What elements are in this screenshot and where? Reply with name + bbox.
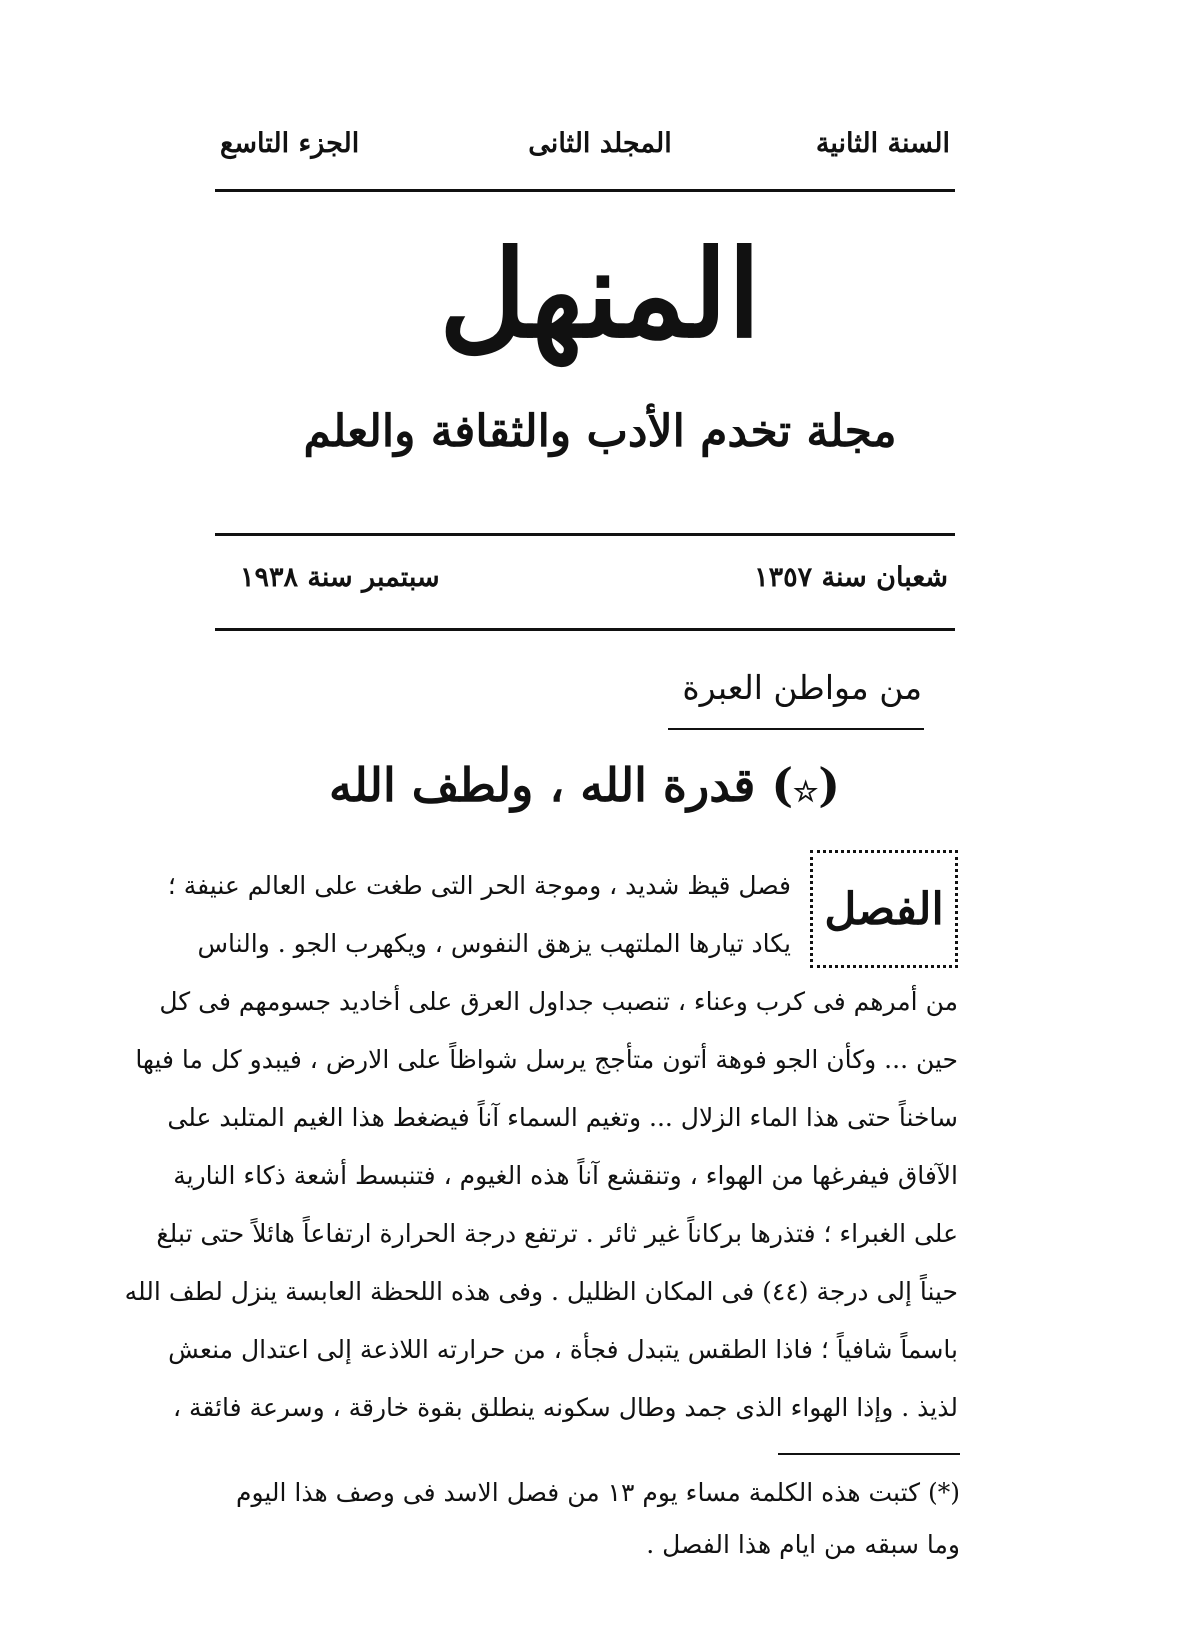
hijri-date: شعبان سنة ١٣٥٧ [754, 562, 948, 593]
footnote-line-1: (*) كتبت هذه الكلمة مساء يوم ١٣ من فصل الاسد فى وصف هذا اليوم [235, 1478, 960, 1507]
article-title-text: قدرة الله ، ولطف الله [329, 758, 756, 812]
body-line-1: فصل قيظ شديد ، وموجة الحر التى طغت على العالم عنيفة ؛ [167, 871, 791, 900]
body-line-5: ساخناً حتى هذا الماء الزلال ... وتغيم السماء آناً فيضغط هذا الغيم المتلبد على [167, 1103, 958, 1132]
date-rule-top [215, 533, 955, 536]
body-line-2: يكاد تيارها الملتهب يزهق النفوس ، ويكهرب الجو . والناس [197, 929, 791, 958]
body-line-7: على الغبراء ؛ فتذرها بركاناً غير ثائر . ترتفع درجة الحرارة ارتفاعاً هائلاً حتى تبلغ [156, 1219, 958, 1248]
body-line-6: الآفاق فيفرغها من الهواء ، وتنقشع آناً هذه الغيوم ، فتنبسط أشعة ذكاء النارية [173, 1161, 958, 1190]
magazine-title: المنهل [439, 224, 761, 365]
body-line-10: لذيذ . وإذا الهواء الذى جمد وطال سكونه ينطلق بقوة خارقة ، وسرعة فائقة ، [173, 1393, 958, 1422]
footnote-star-icon: ☆ [793, 775, 819, 808]
section-label: من مواطن العبرة [682, 668, 922, 707]
date-rule-bottom [215, 628, 955, 631]
footnote-line-2: وما سبقه من ايام هذا الفصل . [646, 1530, 960, 1559]
header-rule [215, 189, 955, 192]
volume-label: المجلد الثانى [528, 128, 672, 159]
dropcap-box [810, 850, 958, 968]
body-line-3: من أمرهم فى كرب وعناء ، تنصبب جداول العرق على أخاديد جسومهم فى كل [159, 987, 958, 1016]
article-title: (☆) قدرة الله ، ولطف الله [329, 758, 840, 812]
body-line-4: حين ... وكأن الجو فوهة أتون متأجج يرسل شواظاً على الارض ، فيبدو كل ما فيها [135, 1045, 958, 1074]
gregorian-date: سبتمبر سنة ١٩٣٨ [240, 562, 440, 593]
magazine-subtitle: مجلة تخدم الأدب والثقافة والعلم [303, 406, 897, 457]
part-label: الجزء التاسع [220, 128, 360, 159]
year-label: السنة الثانية [815, 128, 950, 159]
body-line-8: حيناً إلى درجة (٤٤) فى المكان الظليل . وفى هذه اللحظة العابسة ينزل لطف الله [124, 1277, 958, 1306]
body-line-9: باسماً شافياً ؛ فاذا الطقس يتبدل فجأة ، من حرارته اللاذعة إلى اعتدال منعش [168, 1335, 958, 1364]
section-underline [668, 728, 924, 730]
footnote-rule [778, 1453, 960, 1455]
dropcap-word: الفصل [824, 883, 944, 935]
